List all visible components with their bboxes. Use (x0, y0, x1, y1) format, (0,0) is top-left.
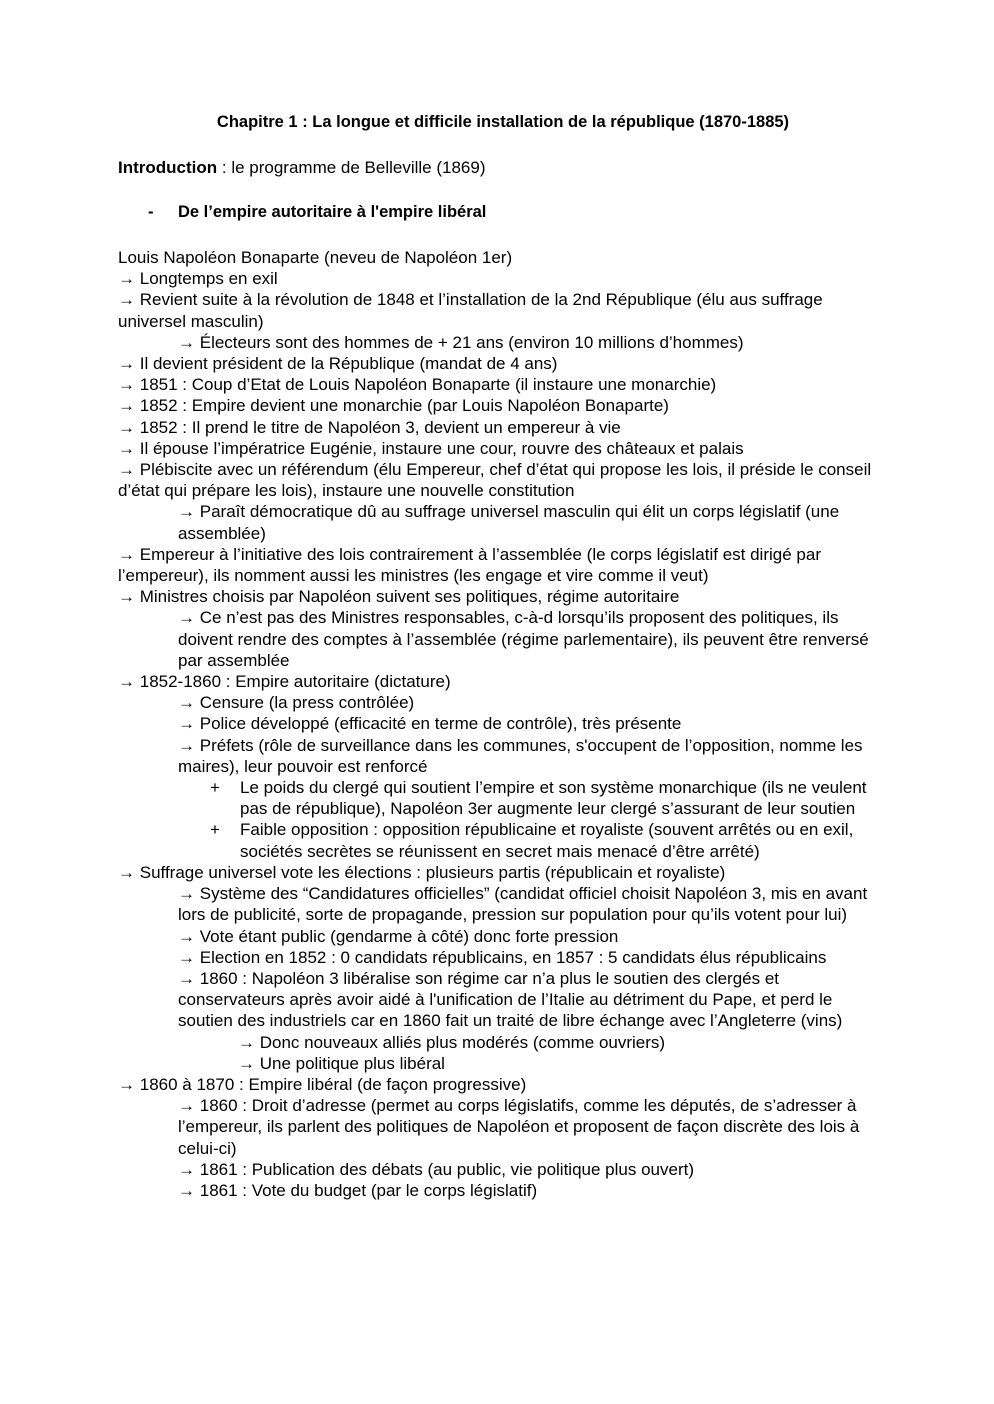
introduction-line (118, 157, 882, 178)
body-line-text: Système des “Candidatures officielles” (candidat officiel choisit Napoléon 3, mis en avant lors de publicité, sorte de propagande, pression sur population pour qu’ils votent pour lui) (178, 884, 868, 925)
body-line (118, 1095, 882, 1159)
introduction-label: Introduction (118, 158, 218, 177)
body-line-text: Une politique plus libéral (259, 1053, 445, 1073)
body-line (118, 459, 882, 501)
body-line (118, 862, 882, 883)
arrow-icon: → (178, 1096, 195, 1116)
arrow-icon: → (118, 396, 135, 416)
arrow-icon: → (118, 290, 135, 310)
body-line-text: 1861 : Vote du budget (par le corps législatif) (199, 1180, 538, 1200)
body-line (118, 247, 882, 268)
arrow-icon: → (178, 332, 195, 352)
body-line-text: Paraît démocratique dû au suffrage universel masculin qui élit un corps législatif (une assemblée) (178, 502, 840, 543)
body-line-text: Préfets (rôle de surveillance dans les communes, s'occupent de l’opposition, nomme les maires), leur pouvoir est renforcé (178, 735, 863, 776)
body-line (118, 501, 882, 543)
body-line-text: Donc nouveaux alliés plus modérés (comme ouvriers) (259, 1032, 666, 1052)
body-line-text: Faible opposition : opposition républicaine et royaliste (souvent arrêtés ou en exil, sociétés secrètes se réunissent en secret mais menacé d’être arrêté) (240, 820, 854, 861)
body-line (118, 883, 882, 925)
body-line-text: Électeurs sont des hommes de + 21 ans (environ 10 millions d’hommes) (199, 332, 744, 352)
body-line (118, 819, 882, 861)
arrow-icon: → (178, 926, 195, 946)
section-heading-label: De l’empire autoritaire à l'empire libéral (178, 203, 487, 221)
body-line (118, 417, 882, 438)
arrow-icon: → (238, 1053, 255, 1073)
arrow-icon: → (118, 375, 135, 395)
body-line-text: 1852-1860 : Empire autoritaire (dictature) (139, 672, 451, 692)
body-line (118, 947, 882, 968)
arrow-icon: → (178, 502, 195, 522)
body-line-text: Plébiscite avec un référendum (élu Empereur, chef d’état qui propose les lois, il préside le conseil d’état qui prépare les lois), instaure une nouvelle constitution (118, 460, 872, 501)
arrow-icon: → (178, 1180, 195, 1200)
arrow-icon: → (178, 947, 195, 967)
body-line-text: Il épouse l’impératrice Eugénie, instaure une cour, rouvre des châteaux et palais (139, 438, 744, 458)
arrow-icon: → (118, 862, 135, 882)
body-line-text: Revient suite à la révolution de 1848 et l’installation de la 2nd République (élu aus suffrage universel masculin) (118, 290, 823, 331)
arrow-icon: → (178, 714, 195, 734)
body-line-text: Il devient président de la République (mandat de 4 ans) (139, 354, 558, 374)
body-line (118, 1032, 882, 1053)
body-line-text: Ce n’est pas des Ministres responsables, c-à-d lorsqu’ils proposent des politiques, ils doivent rendre des comptes à l’assemblée (régime parlementaire), ils peuvent être renversé par assemblée (178, 608, 869, 670)
body-line (118, 1180, 882, 1201)
page-title: Chapitre 1 : La longue et difficile installation de la république (1870-1885) (216, 113, 790, 131)
body-line-text: Ministres choisis par Napoléon suivent ses politiques, régime autoritaire (139, 587, 680, 607)
body-line (118, 777, 882, 819)
body-line (118, 692, 882, 713)
body-line (118, 671, 882, 692)
body-line-text: 1852 : Il prend le titre de Napoléon 3, devient un empereur à vie (139, 417, 621, 437)
body-line (118, 353, 882, 374)
dash-bullet-marker: - (148, 203, 154, 221)
body-line (118, 735, 882, 777)
arrow-icon: → (118, 438, 135, 458)
body-line (118, 713, 882, 734)
body-line (118, 332, 882, 353)
arrow-icon: → (118, 587, 135, 607)
arrow-icon: → (118, 1074, 135, 1094)
body-line-text: Suffrage universel vote les élections : plusieurs partis (républicain et royaliste) (139, 862, 726, 882)
body-line-text: Empereur à l’initiative des lois contrairement à l’assemblée (le corps législatif est dirigé par l’empereur), ils nomment aussi les ministres (les engage et vire comme il veut) (118, 544, 821, 586)
arrow-icon: → (178, 884, 195, 904)
body-line-text: 1861 : Publication des débats (au public, vie politique plus ouvert) (199, 1159, 694, 1179)
arrow-icon: → (118, 672, 135, 692)
arrow-icon: → (178, 735, 195, 755)
body-line (118, 607, 882, 671)
body-line-text: Censure (la press contrôlée) (199, 693, 415, 713)
body-line-text: 1860 à 1870 : Empire libéral (de façon progressive) (139, 1074, 527, 1094)
body-line (118, 1074, 882, 1095)
body-line (118, 268, 882, 289)
section-heading (118, 202, 882, 223)
plus-bullet-marker: + (210, 778, 220, 798)
body-line (118, 289, 882, 331)
document-body (118, 247, 882, 1201)
arrow-icon: → (118, 269, 135, 289)
body-line-text: Police développé (efficacité en terme de contrôle), très présente (199, 714, 682, 734)
body-line (118, 374, 882, 395)
body-line-text: 1860 : Napoléon 3 libéralise son régime car n’a plus le soutien des clergés et conservateurs après avoir aidé à l'unification de l’Italie au détriment du Pape, et perd le soutien des industriels car en 1860 fait un traité de libre échange avec l’Angleterre (vins) (178, 968, 843, 1031)
body-line-text: Vote étant public (gendarme à côté) donc forte pression (199, 926, 619, 946)
body-line-text: 1860 : Droit d’adresse (permet au corps législatifs, comme les députés, de s’adresser à l’empereur, ils parlent des politiques de Napoléon et proposent de façon discrète des lois à celui-ci) (178, 1096, 860, 1158)
body-line (118, 544, 882, 586)
arrow-icon: → (118, 354, 135, 374)
body-line (118, 586, 882, 607)
body-line (118, 1053, 882, 1074)
arrow-icon: → (118, 417, 135, 437)
body-line (118, 926, 882, 947)
arrow-icon: → (178, 1159, 195, 1179)
arrow-icon: → (118, 544, 135, 564)
body-line (118, 438, 882, 459)
introduction-text: : le programme de Belleville (1869) (217, 158, 486, 177)
arrow-icon: → (238, 1032, 255, 1052)
body-line-text: 1851 : Coup d’Etat de Louis Napoléon Bonaparte (il instaure une monarchie) (139, 375, 717, 395)
body-line (118, 395, 882, 416)
arrow-icon: → (178, 968, 195, 988)
body-line (118, 968, 882, 1032)
body-line-text: Longtemps en exil (139, 269, 278, 289)
body-line-text: Le poids du clergé qui soutient l’empire et son système monarchique (ils ne veulent pas de république), Napoléon 3er augmente leur clergé s’assurant de leur soutien (240, 778, 867, 819)
plus-bullet-marker: + (210, 820, 220, 840)
arrow-icon: → (118, 460, 135, 480)
body-line-text: 1852 : Empire devient une monarchie (par Louis Napoléon Bonaparte) (139, 396, 669, 416)
arrow-icon: → (178, 693, 195, 713)
body-line (118, 1159, 882, 1180)
body-line-text: Louis Napoléon Bonaparte (neveu de Napoléon 1er) (118, 248, 513, 267)
arrow-icon: → (178, 608, 195, 628)
body-line-text: Election en 1852 : 0 candidats républicains, en 1857 : 5 candidats élus républicains (199, 947, 827, 967)
